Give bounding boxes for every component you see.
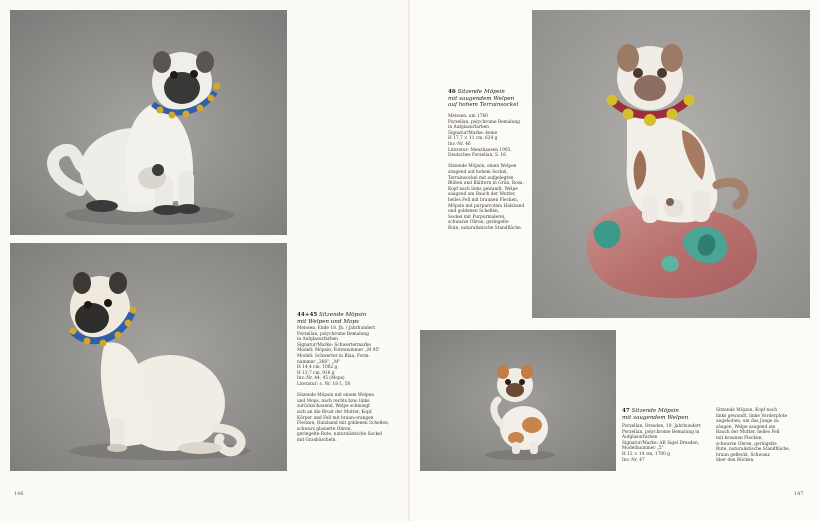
page-number-right: 147: [794, 491, 804, 497]
photo-pug-seated-looking-right: [10, 10, 287, 235]
catalog-title-line3: auf hohem Terrainsockel: [448, 102, 519, 109]
caption-title-46: [448, 89, 532, 109]
catalog-title-line1: Sitzende Möpsin: [457, 89, 505, 95]
catalog-title-line2: mit saugendem Welpen: [448, 95, 515, 102]
pug-figurine-illustration-4: [420, 330, 616, 471]
pug-figurine-illustration-2: [10, 243, 287, 471]
pug-figurine-illustration-1: [10, 10, 287, 235]
caption-title-47: [622, 408, 708, 421]
catalog-number: 47: [622, 408, 630, 414]
right-page: [410, 0, 820, 521]
caption-body-46: Meissen, um 1760 Porzellan, polychrome Bemalung in Aufglasurfarben Signatur/Marke: keine H 17,7 × 11 cm, 624 g Inv.-Nr. 46 Literatur: Menzhausen 1993, Deutsches Porzellan, S. 16 Sitzende Möpsin, einen Welpen säugend auf hohem Sockel, Terrainsockel mit aufgelegten Blüten und Blättern in Grün, Rosa, Kopf nach links gewandt, Welpe saugend am Bauch der Mutter, helles Fell mit braunen Flecken, Möpsin mit purpurrotem Halsband und goldenen Schellen, Sockel mit Purpurmalerei, schwarze Ohren, geringelte Rute, naturalistische Standfläche.: [448, 114, 525, 231]
caption-body-44-45: Meissen, Ende 18. Jh. / Jahrhundert Porzellan, polychrome Bemalung in Aufglasurfarben Signatur/Marke: Schwertermarke Modell: Möpsin, Formnummer „M 95" Modell: Schwerter in Blau, Form- nummer „366", „M" H 14,4 cm, 1082 g H 13,7 cm, 916 g Inv.-Nr. 44, 45 (Mops) Literatur: s. Nr. 18 f., 50 Sitzende Möpsin mit einem Welpen und Mops, nach rechts bzw. links zurückschauend, Welpe schmiegt sich an die Brust der Mutter, Kopf, Körper und Fell mit braun-orangen Flecken, Halsband mit goldenen Schellen, schwarz glasierte Ohren, geringelte Rute, naturalistische Sockel mit Grasbüscheln.: [297, 326, 390, 443]
photo-pug-seated-blue-collar: [10, 243, 287, 471]
page-number-left: 146: [14, 491, 24, 497]
photo-pug-on-terrain-base: [532, 10, 810, 318]
caption-body-47-col2: Sitzende Möpsin, Kopf nach links gewandt, linke Vorderpfote angehoben, um das Junge zu säugen, Welpe saugend am Bauch der Mutter, helles Fell mit braunen Flecken, schwarze Ohren, geringelte Rute, naturalistische Standfläche, braun gefleckt, Schwanz über den Rücken.: [716, 408, 791, 464]
caption-body-47: Porzellan, Dresden, 19. Jahrhundert Porzellan, polychrome Bemalung in Aufglasurfarben Signatur/Marke: AR Sigel Dresden, Modellnummer „5" H 12 × 14 cm, 1700 g Inv.-Nr. 47: [622, 424, 701, 463]
catalog-number: 44+45: [297, 312, 318, 318]
catalog-title-line1: Sitzende Möpsin: [631, 408, 679, 414]
catalog-title-line2: mit Welpen und Mops: [297, 318, 359, 325]
caption-title-44-45: [297, 312, 405, 325]
catalog-title-line2: mit saugendem Welpen: [622, 414, 689, 421]
photo-small-spotted-pug: [420, 330, 616, 471]
catalog-title-line1: Sitzende Möpsin: [319, 312, 367, 318]
pug-figurine-illustration-3: [532, 10, 810, 318]
catalog-number: 46: [448, 89, 456, 95]
